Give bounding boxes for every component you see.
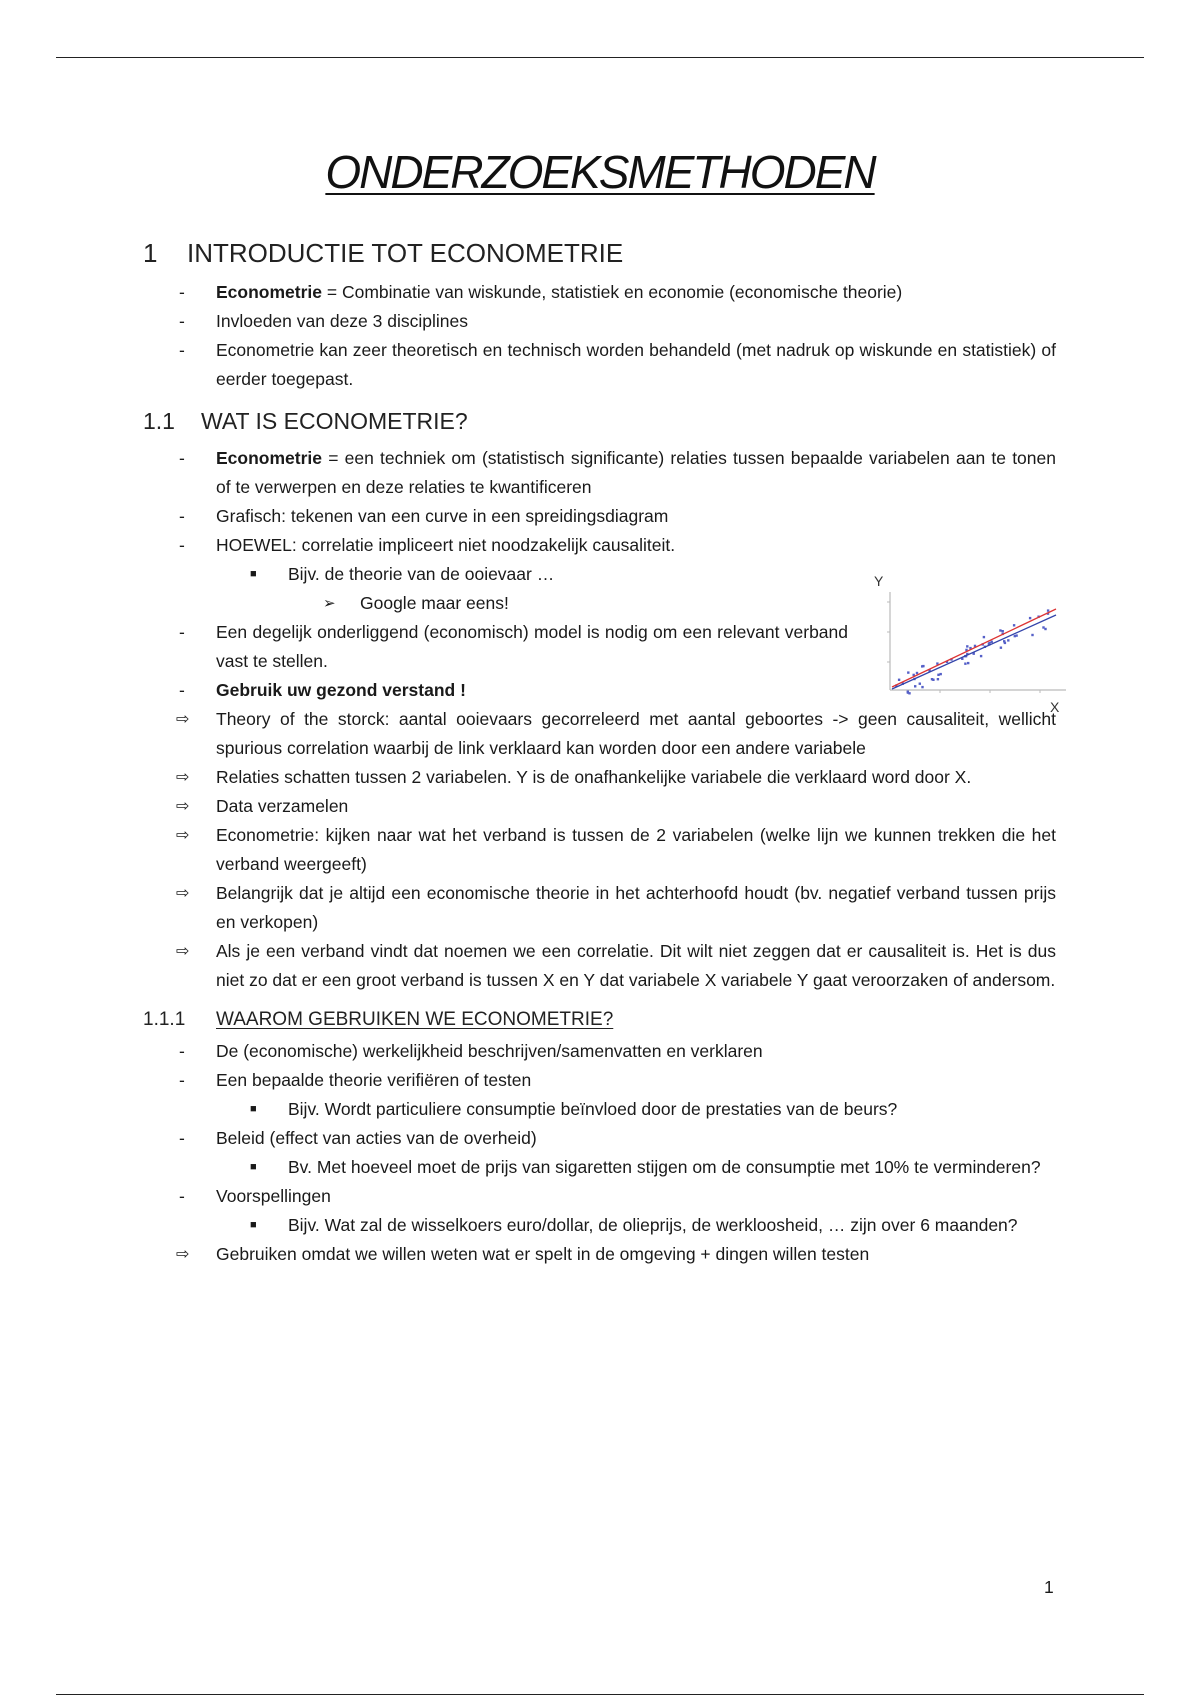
section-title: INTRODUCTIE TOT ECONOMETRIE [187, 238, 624, 268]
arrow-item: ⇨ Theory of the storck: aantal ooievaars gecorreleerd met aantal geboortes -> geen causaliteit, wellicht spurious correlation waarbij de link verklaard kan worden door een andere variabele [0, 705, 1200, 763]
section-1-1-heading [143, 408, 1200, 438]
dash-bullet: - [179, 622, 185, 642]
page-title: ONDERZOEKSMETHODEN [325, 146, 875, 198]
scatter-point [931, 678, 933, 680]
header-rule [56, 57, 1144, 58]
scatter-point [1002, 630, 1004, 632]
scatter-point [964, 663, 966, 665]
term-bold: Econometrie [216, 282, 322, 302]
list-item: - Econometrie kan zeer theoretisch en technisch worden behandeld (met nadruk op wiskunde en statistiek) of eerder toegepast. [0, 336, 1200, 394]
arrow-item: ⇨ Gebruiken omdat we willen weten wat er spelt in de omgeving + dingen willen testen [0, 1240, 1200, 1269]
scatter-point [1013, 624, 1015, 626]
section-1-1-1-heading [143, 1009, 1200, 1035]
section-number: 1.1.1 [143, 1009, 186, 1030]
section-1-heading [143, 238, 1200, 272]
arrow-item: ⇨ Belangrijk dat je altijd een economische theorie in het achterhoofd houdt (bv. negatief verband tussen prijs en verkopen) [0, 879, 1200, 937]
dash-bullet: - [179, 448, 185, 468]
arrow-bullet-icon: ⇨ [176, 711, 190, 728]
list-item: - Gebruik uw gezond verstand ! [0, 676, 1200, 705]
arrow-item: ⇨ Data verzamelen [0, 792, 1200, 821]
sub-sub-list-item: ➢ Google maar eens! [0, 589, 1200, 618]
fit-line-red [892, 609, 1056, 687]
arrow-bullet-icon: ⇨ [176, 769, 190, 786]
scatter-point [940, 673, 942, 675]
scatter-point [898, 679, 900, 681]
scatter-point [937, 678, 939, 680]
arrow-bullet-icon: ⇨ [176, 798, 190, 815]
dash-bullet: - [179, 311, 185, 331]
y-axis-label: Y [874, 573, 884, 589]
scatter-point [991, 641, 993, 643]
section-title: WAT IS ECONOMETRIE? [201, 408, 468, 434]
scatter-point [914, 685, 916, 687]
list-item: - Voorspellingen [0, 1182, 1200, 1211]
scatter-point [921, 665, 923, 667]
scatter-point [907, 671, 909, 673]
scatter-point [919, 683, 921, 685]
list-item: - Econometrie = een techniek om (statistisch significante) relaties tussen bepaalde variabelen aan te tonen of te verwerpen en deze relaties te kwantificeren [0, 444, 1200, 502]
list-item: - Een degelijk onderliggend (economisch) model is nodig om een relevant verband vast te stellen. [0, 618, 1200, 676]
list-item: - De (economische) werkelijkheid beschrijven/samenvatten en verklaren [0, 1037, 1200, 1066]
dash-bullet: - [179, 506, 185, 526]
scatter-point [1042, 626, 1044, 628]
arrow-item: ⇨ Econometrie: kijken naar wat het verband is tussen de 2 variabelen (welke lijn we kunnen trekken die het verband weergeeft) [0, 821, 1200, 879]
page-number: 1 [1044, 1577, 1054, 1597]
scatter-point [983, 636, 985, 638]
dash-bullet: - [179, 282, 185, 302]
dash-bullet: - [179, 1041, 185, 1061]
scatter-point [921, 686, 923, 688]
dash-bullet: - [179, 535, 185, 555]
arrow-item: ⇨ Relaties schatten tussen 2 variabelen. Y is de onafhankelijke variabele die verklaard word door X. [0, 763, 1200, 792]
sub-list-item: ■ Bv. Met hoeveel moet de prijs van sigaretten stijgen om de consumptie met 10% te verminderen? [0, 1153, 1200, 1182]
scatter-point [916, 672, 918, 674]
square-bullet: ■ [250, 1103, 257, 1115]
fit-line-blue [892, 615, 1056, 689]
section-number: 1 [143, 238, 158, 268]
scatter-point [1004, 642, 1006, 644]
list-item: - Beleid (effect van acties van de overheid) [0, 1124, 1200, 1153]
term-bold: Econometrie [216, 448, 322, 468]
list-item: - Grafisch: tekenen van een curve in een spreidingsdiagram [0, 502, 1200, 531]
scatter-plot-figure [870, 572, 1070, 722]
dash-bullet: - [179, 340, 185, 360]
scatter-point [1031, 634, 1033, 636]
square-bullet: ■ [250, 1161, 257, 1173]
square-bullet: ■ [250, 568, 257, 580]
dash-bullet: - [179, 1070, 185, 1090]
scatter-point [1029, 617, 1031, 619]
scatter-point [908, 692, 910, 694]
list-item: - Econometrie = Combinatie van wiskunde, statistiek en economie (economische theorie) [0, 278, 1200, 307]
list-item: - Invloeden van deze 3 disciplines [0, 307, 1200, 336]
arrow-bullet-icon: ⇨ [176, 1246, 190, 1263]
arrowhead-bullet: ➢ [323, 595, 336, 612]
scatter-point [980, 655, 982, 657]
square-bullet: ■ [250, 1219, 257, 1231]
list-item: - HOEWEL: correlatie impliceert niet noodzakelijk causaliteit. [0, 531, 1200, 560]
dash-bullet: - [179, 1128, 185, 1148]
list-item: - Een bepaalde theorie verifiëren of testen [0, 1066, 1200, 1095]
scatter-point [999, 629, 1001, 631]
section-title: WAAROM GEBRUIKEN WE ECONOMETRIE? [216, 1009, 614, 1030]
section-number: 1.1 [143, 408, 175, 434]
scatter-point [1014, 635, 1016, 637]
data-points [895, 609, 1049, 694]
footer-rule [56, 1694, 1144, 1695]
sub-list-item: ■ Bijv. de theorie van de ooievaar … [0, 560, 1200, 589]
sub-list-item: ■ Bijv. Wat zal de wisselkoers euro/dollar, de olieprijs, de werkloosheid, … zijn over 6 maanden? [0, 1211, 1200, 1240]
dash-bullet: - [179, 680, 185, 700]
document-body [0, 238, 1200, 1269]
arrow-bullet-icon: ⇨ [176, 943, 190, 960]
arrow-bullet-icon: ⇨ [176, 885, 190, 902]
x-axis-label: X [1050, 699, 1060, 715]
scatter-point [1047, 609, 1049, 611]
scatter-point [1000, 647, 1002, 649]
arrow-bullet-icon: ⇨ [176, 827, 190, 844]
scatter-point [937, 674, 939, 676]
scatter-point [967, 662, 969, 664]
arrow-item: ⇨ Als je een verband vindt dat noemen we een correlatie. Dit wilt niet zeggen dat er causaliteit is. Het is dus niet zo dat er een groot verband is tussen X en Y dat variabele X variabele Y gaat veroorzaken of andersom. [0, 937, 1200, 995]
dash-bullet: - [179, 1186, 185, 1206]
scatter-point [1007, 639, 1009, 641]
sub-list-item: ■ Bijv. Wordt particuliere consumptie beïnvloed door de prestaties van de beurs? [0, 1095, 1200, 1124]
scatter-point [966, 645, 968, 647]
